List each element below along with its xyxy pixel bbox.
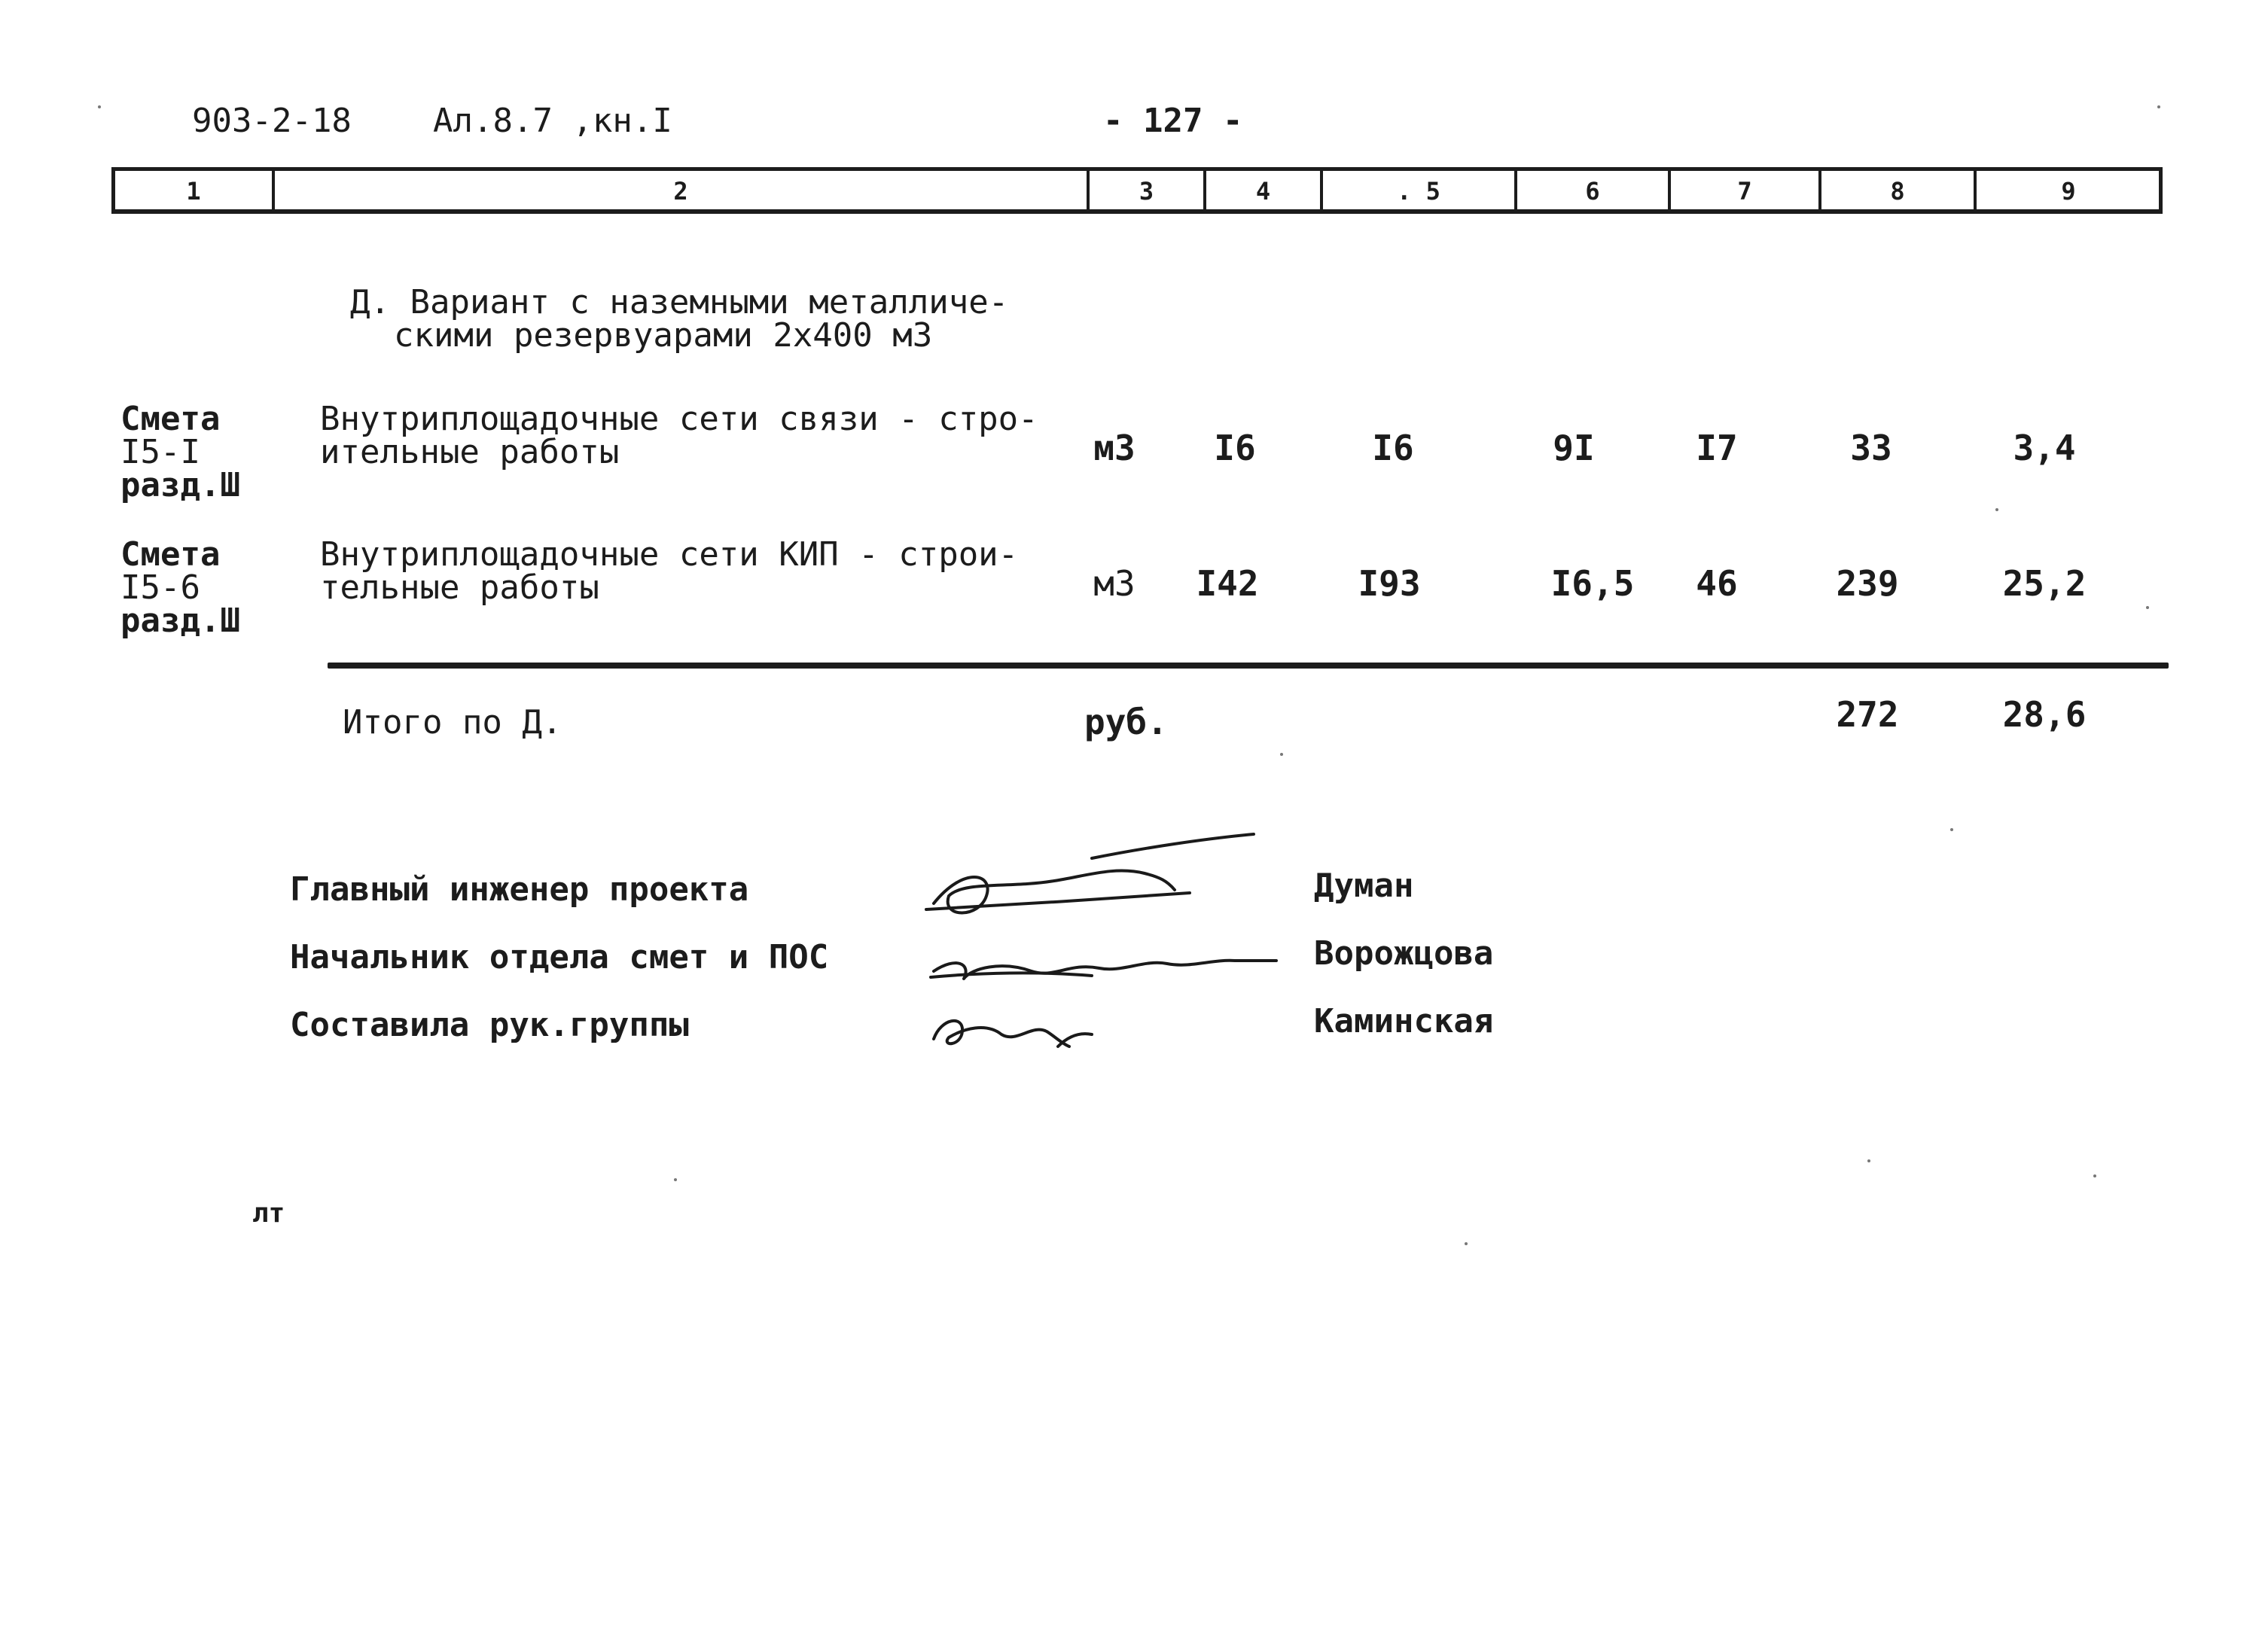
scan-speck <box>2157 105 2160 108</box>
scan-speck <box>1867 1159 1870 1162</box>
scan-speck <box>1995 508 1998 511</box>
total-divider <box>328 663 2169 669</box>
col9-cell: 25,2 <box>2002 563 2087 604</box>
work-description-line2: тельные работы <box>320 568 599 607</box>
column-number-bar <box>111 167 2163 214</box>
col6-cell: 9I <box>1553 428 1595 468</box>
total-unit: руб. <box>1084 702 1168 742</box>
signatory-name: Каминская <box>1314 1002 1494 1040</box>
col5-cell: I6 <box>1372 428 1414 468</box>
signatory-name: Ворожцова <box>1314 934 1494 973</box>
estimate-ref-line2: I5-I <box>120 433 200 471</box>
section-title-line1: Д. Вариант с наземными металличе- <box>350 283 1009 321</box>
col4-cell: I6 <box>1214 428 1256 468</box>
total-col9: 28,6 <box>2002 694 2087 735</box>
estimate-ref-line2: I5-6 <box>120 568 200 607</box>
estimate-ref-line3: разд.Ш <box>120 466 240 504</box>
col7-cell: 46 <box>1696 563 1738 604</box>
handwritten-signature <box>919 821 1280 1077</box>
total-label: Итого по Д. <box>343 703 562 742</box>
column-number-5: . 5 <box>1397 177 1440 206</box>
scan-speck <box>1950 828 1953 831</box>
signatory-name: Думан <box>1314 867 1414 905</box>
column-number-1: 1 <box>186 177 201 206</box>
col8-cell: 33 <box>1850 428 1892 468</box>
scan-speck <box>2146 606 2149 609</box>
album-reference: Ал.8.7 ,кн.I <box>433 102 672 140</box>
column-number-2: 2 <box>673 177 688 206</box>
work-description-line2: ительные работы <box>320 433 620 471</box>
signatory-role: Главный инженер проекта <box>290 870 749 909</box>
estimate-ref-line1: Смета <box>120 535 221 574</box>
total-col8: 272 <box>1836 694 1899 735</box>
doc-code: 903-2-18 <box>192 102 352 140</box>
work-description-line1: Внутриплощадочные сети связи - стро- <box>320 400 1038 438</box>
scan-speck <box>1280 753 1283 756</box>
work-description-line1: Внутриплощадочные сети КИП - строи- <box>320 535 1019 574</box>
col7-cell: I7 <box>1696 428 1738 468</box>
footer-mark: лт <box>252 1198 285 1229</box>
column-number-9: 9 <box>2061 177 2076 206</box>
estimate-ref-line3: разд.Ш <box>120 602 240 640</box>
column-number-3: 3 <box>1139 177 1154 206</box>
section-title-line2: скими резервуарами 2х400 м3 <box>394 316 933 355</box>
col9-cell: 3,4 <box>2013 428 2076 468</box>
col4-cell: I42 <box>1196 563 1259 604</box>
col8-cell: 239 <box>1836 563 1899 604</box>
unit-cell: м3 <box>1093 428 1136 468</box>
scan-speck <box>1465 1242 1468 1245</box>
column-number-6: 6 <box>1585 177 1600 206</box>
column-number-4: 4 <box>1255 177 1271 206</box>
scan-speck <box>2093 1174 2096 1177</box>
page-number: - 127 - <box>1103 102 1243 140</box>
column-number-8: 8 <box>1890 177 1905 206</box>
col5-cell: I93 <box>1358 563 1421 604</box>
signatory-role: Начальник отдела смет и ПОС <box>290 938 829 976</box>
scan-speck <box>674 1178 677 1181</box>
estimate-ref-line1: Смета <box>120 400 221 438</box>
col6-cell: I6,5 <box>1550 563 1635 604</box>
signatory-role: Составила рук.группы <box>290 1006 689 1044</box>
scan-speck <box>98 105 101 108</box>
column-number-7: 7 <box>1737 177 1752 206</box>
unit-cell: м3 <box>1093 563 1136 604</box>
